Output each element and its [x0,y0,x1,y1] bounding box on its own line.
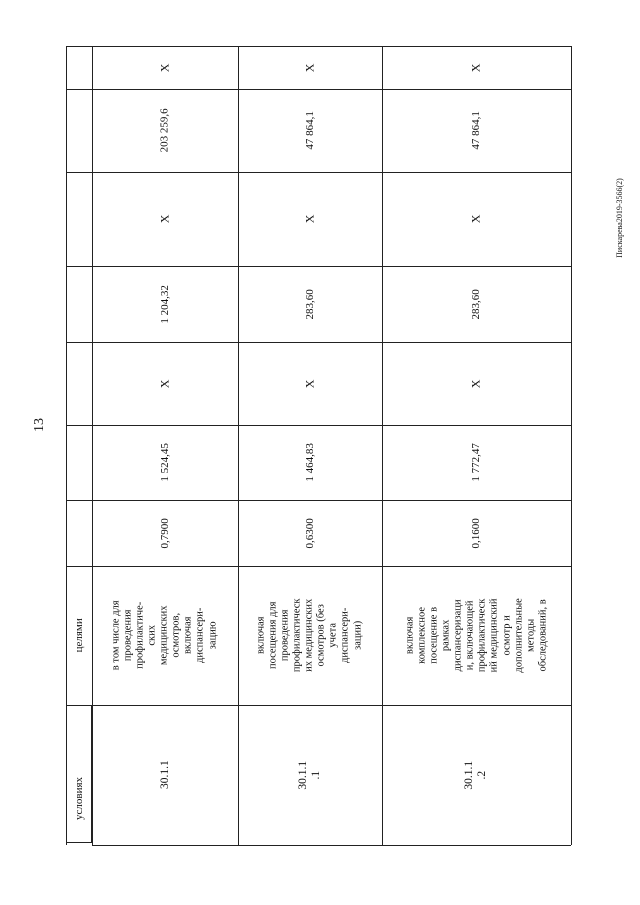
value-text: 47 864,1 [470,111,483,150]
table-cell [382,46,571,89]
grid-line-v [571,46,572,845]
table-cell [382,89,571,172]
value-text: 0,1600 [470,517,483,549]
cross-mark: X [468,214,483,224]
row-code-cell [92,705,238,845]
left-column-label: условиях [73,776,85,820]
row-name-text: включая посещения для проведения профилактическ их медицинских осмотров (без учета диспансери- зации) [255,598,364,673]
row-code-cell [238,705,382,845]
row-code-text: 30.1.1 .2 [463,760,489,790]
grid-line-h [92,845,571,846]
row-name-cell [92,566,238,705]
table-cell [92,266,238,342]
table-cell [238,172,382,266]
table-cell [382,500,571,566]
table-cell [92,172,238,266]
table-cell [92,46,238,89]
value-text: 203 259,6 [158,108,171,153]
row-name-cell [238,566,382,705]
header-name-text: целями [72,618,85,653]
table-cell [92,342,238,425]
cross-mark: X [302,63,317,72]
value-text: 1 464,83 [303,443,316,482]
row-code-text: 30.1.1 [158,760,171,790]
cross-mark: X [157,379,172,388]
value-text: 1 204,32 [158,284,171,324]
table-cell [238,342,382,425]
cross-mark: X [302,214,317,224]
header-name [66,566,92,705]
table-cell [238,46,382,89]
row-code-cell [382,705,571,845]
row-name-text: включая комплексное посещение в рамках диспансеризаци и, включающей профилактическ ий медицинский осмотр и дополнительные методы обследований, в [404,598,548,673]
row-code-text: 30.1.1 .1 [296,760,322,790]
document-id: Пискарева2019-3566(2) [615,178,624,258]
table-cell [382,266,571,342]
table-cell [238,266,382,342]
value-text: 0,7900 [158,517,171,549]
value-text: 47 864,1 [303,111,316,150]
table-cell [238,89,382,172]
row-name-cell [382,566,571,705]
cross-mark: X [157,63,172,72]
value-text: 0,6300 [303,517,316,549]
row-name-text: в том числе для проведения профилактиче- ских медицинских осмотров, включая диспансери- зацию [110,600,219,671]
value-text: 1 524,45 [158,443,171,482]
value-text: 283,60 [470,288,483,320]
page-number: 13 [32,418,47,432]
table-cell [92,500,238,566]
cross-mark: X [468,379,483,388]
table-cell [92,425,238,500]
table-cell [382,425,571,500]
table-cell [238,425,382,500]
grid-line-v [66,46,67,845]
cross-mark: X [468,63,483,72]
table-cell [238,500,382,566]
value-text: 283,60 [303,288,316,320]
table-cell [382,342,571,425]
cross-mark: X [302,379,317,388]
value-text: 1 772,47 [470,443,483,482]
table-cell [382,172,571,266]
table-cell [92,89,238,172]
cross-mark: X [157,214,172,224]
